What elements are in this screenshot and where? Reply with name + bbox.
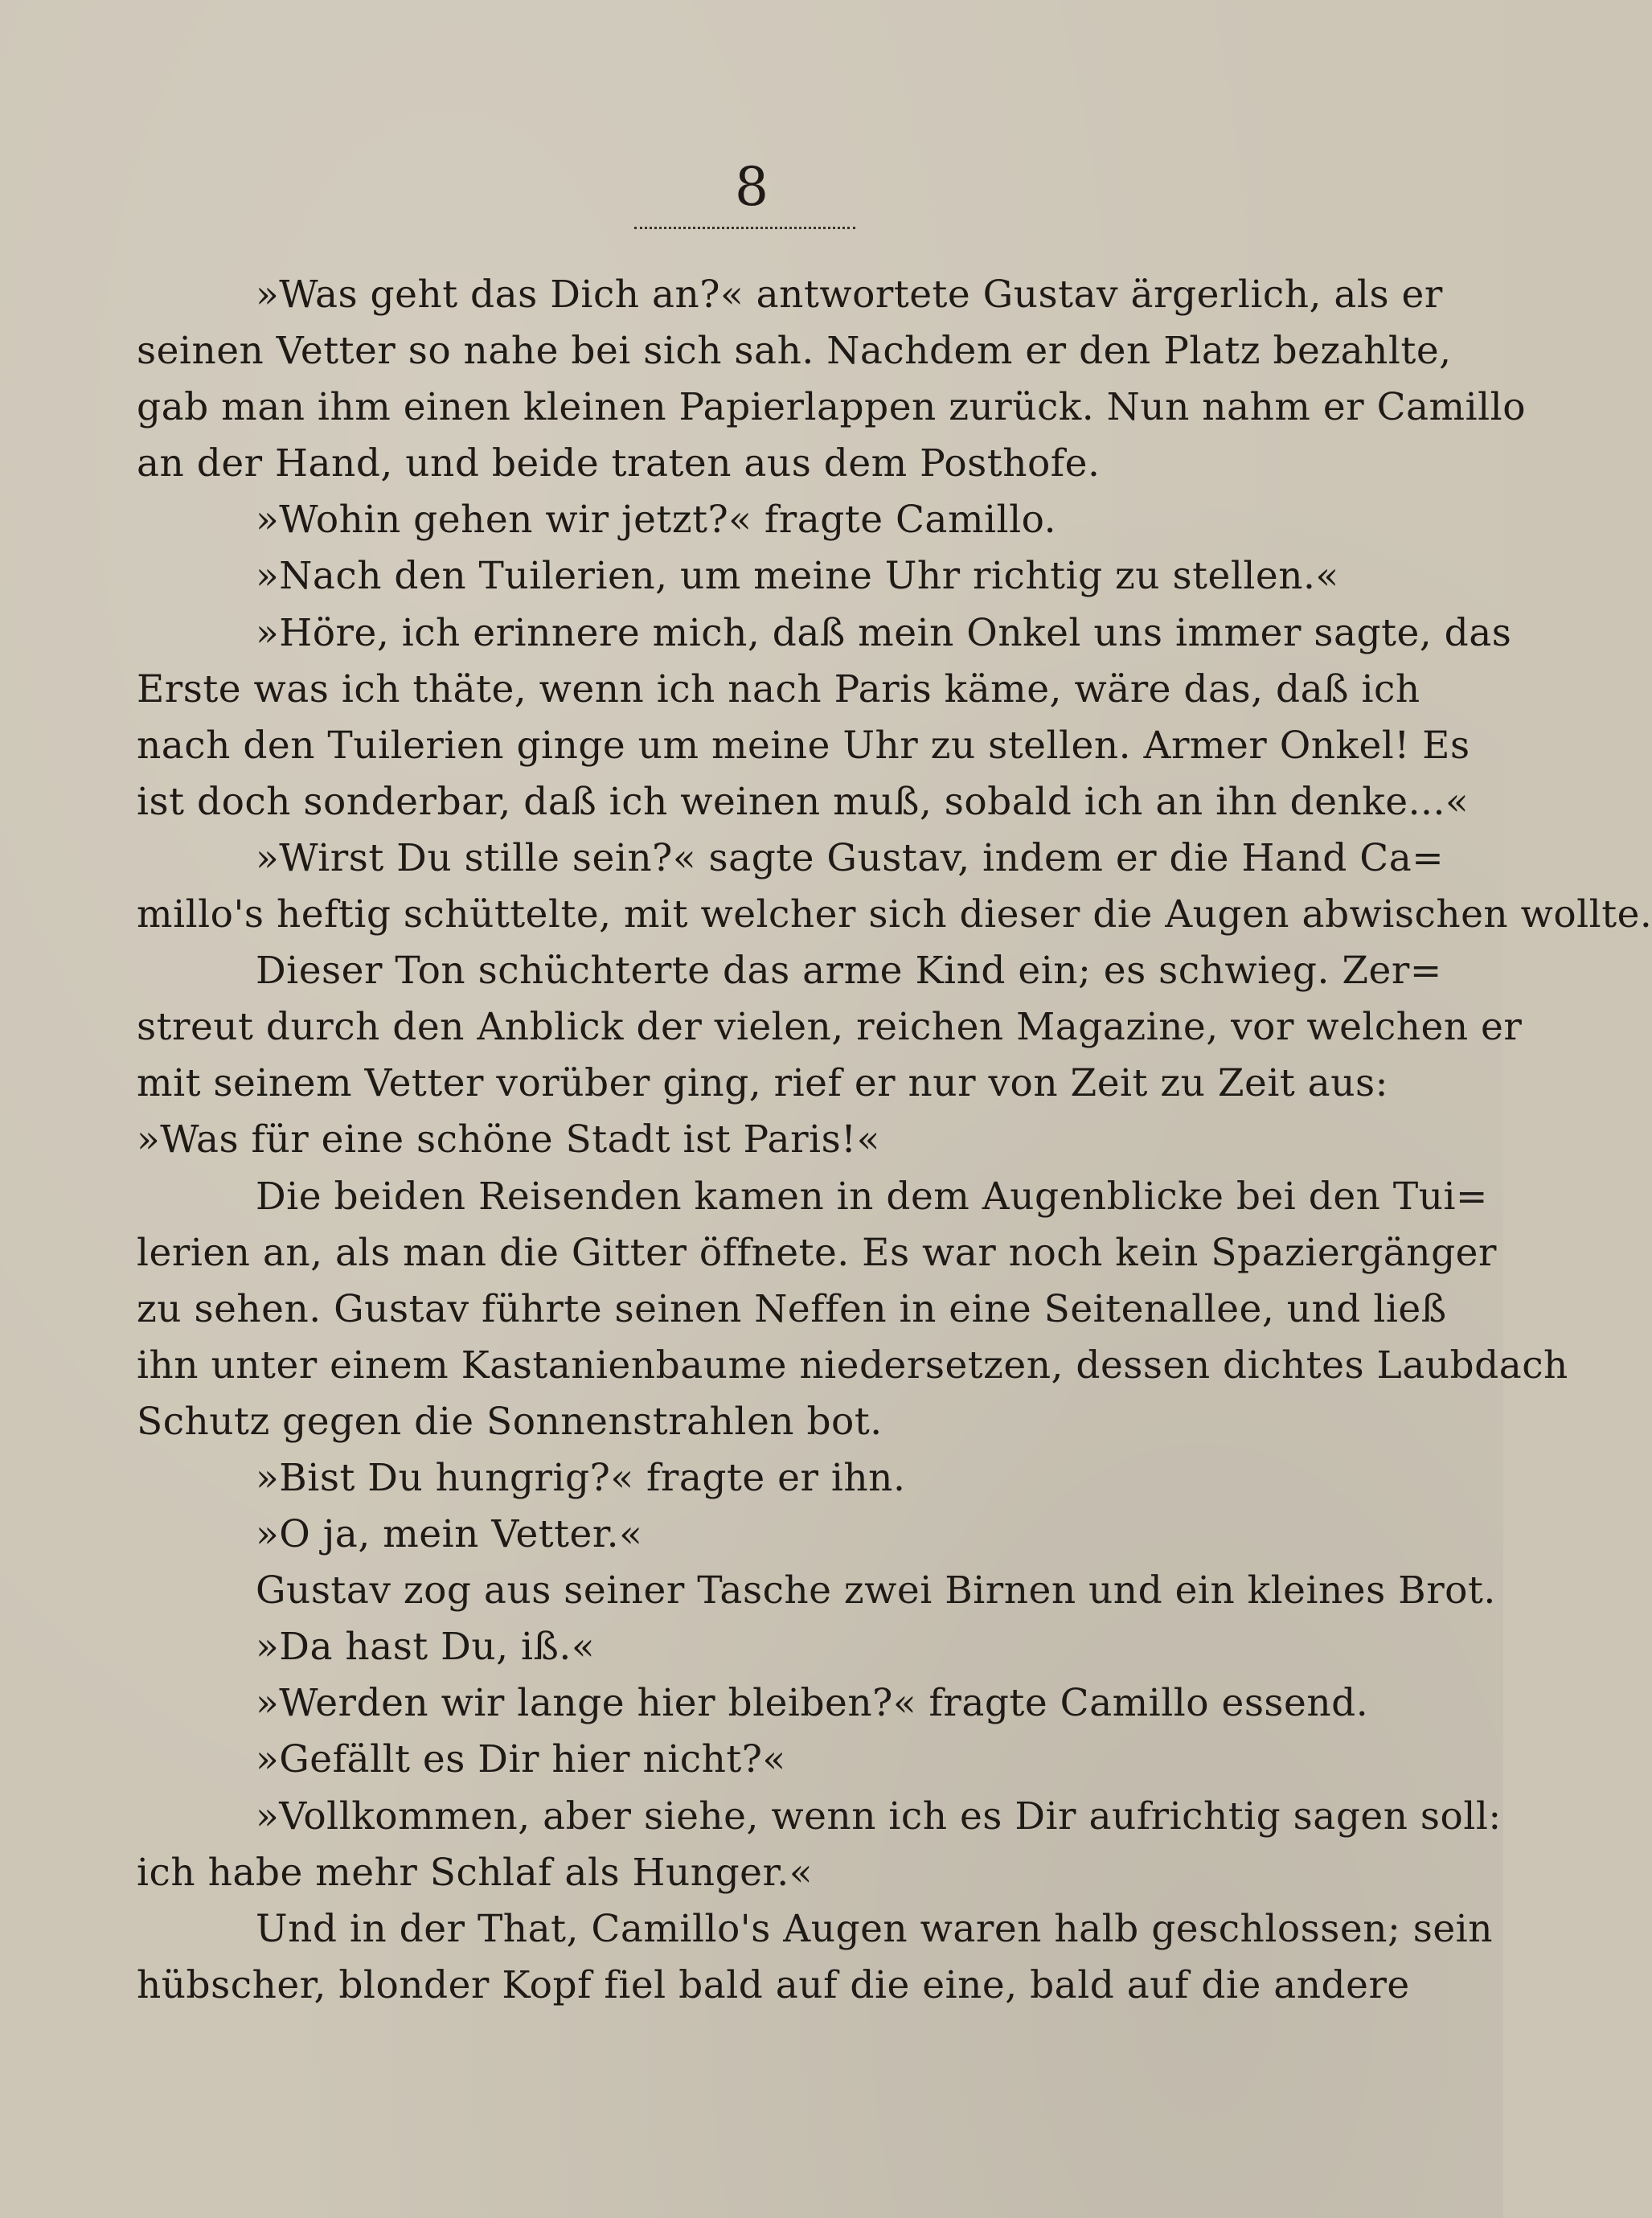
text-line: »Was geht das Dich an?« antwortete Gustav ärgerlich, als er — [256, 273, 1443, 317]
text-line: »Gefällt es Dir hier nicht?« — [256, 1737, 786, 1782]
text-line: ist doch sonderbar, daß ich weinen muß, sobald ich an ihn denke...« — [137, 779, 1470, 824]
text-line: seinen Vetter so nahe bei sich sah. Nachdem er den Platz bezahlte, — [137, 329, 1452, 374]
text-line: »Wirst Du stille sein?« sagte Gustav, indem er die Hand Ca= — [256, 835, 1445, 880]
text-line: lerien an, als man die Gitter öffnete. Es war noch kein Spaziergänger — [137, 1230, 1497, 1275]
text-line: millo's heftig schüttelte, mit welcher sich dieser die Augen abwischen wollte. — [137, 892, 1652, 937]
text-line: »Was für eine schöne Stadt ist Paris!« — [137, 1117, 880, 1162]
text-line: »Wohin gehen wir jetzt?« fragte Camillo. — [256, 498, 1057, 543]
text-line: nach den Tuilerien ginge um meine Uhr zu stellen. Armer Onkel! Es — [137, 723, 1470, 768]
text-line: zu sehen. Gustav führte seinen Neffen in eine Seitenallee, und ließ — [137, 1286, 1447, 1331]
text-line: ihn unter einem Kastanienbaume niedersetzen, dessen dichtes Laubdach — [137, 1343, 1568, 1388]
text-line: »O ja, mein Vetter.« — [256, 1512, 643, 1557]
text-line: Die beiden Reisenden kamen in dem Augenblicke bei den Tui= — [256, 1174, 1488, 1219]
text-line: Schutz gegen die Sonnenstrahlen bot. — [137, 1399, 883, 1444]
text-line: hübscher, blonder Kopf fiel bald auf die eine, bald auf die andere — [137, 1962, 1410, 2007]
text-line: ich habe mehr Schlaf als Hunger.« — [137, 1850, 813, 1895]
text-line: Gustav zog aus seiner Tasche zwei Birnen und ein kleines Brot. — [256, 1568, 1496, 1613]
text-line: »Werden wir lange hier bleiben?« fragte Camillo essend. — [256, 1681, 1369, 1726]
text-line: Dieser Ton schüchterte das arme Kind ein; es schwieg. Zer= — [256, 949, 1442, 994]
text-line: »Da hast Du, iß.« — [256, 1625, 596, 1670]
body-text — [137, 267, 1652, 2014]
text-line: gab man ihm einen kleinen Papierlappen zurück. Nun nahm er Camillo — [137, 385, 1527, 430]
text-line: Erste was ich thäte, wenn ich nach Paris käme, wäre das, daß ich — [137, 666, 1420, 711]
text-line: mit seinem Vetter vorüber ging, rief er nur von Zeit zu Zeit aus: — [137, 1061, 1388, 1106]
text-line: »Höre, ich erinnere mich, daß mein Onkel uns immer sagte, das — [256, 610, 1512, 655]
header-rule — [634, 227, 855, 229]
text-line: »Bist Du hungrig?« fragte er ihn. — [256, 1455, 906, 1500]
text-line: streut durch den Anblick der vielen, reichen Magazine, vor welchen er — [137, 1005, 1523, 1050]
text-line: Und in der That, Camillo's Augen waren halb geschlossen; sein — [256, 1906, 1493, 1951]
text-line: an der Hand, und beide traten aus dem Posthofe. — [137, 441, 1101, 486]
text-line: »Nach den Tuilerien, um meine Uhr richtig zu stellen.« — [256, 554, 1339, 599]
page-number: 8 — [735, 156, 769, 218]
text-line: »Vollkommen, aber siehe, wenn ich es Dir aufrichtig sagen soll: — [256, 1794, 1502, 1839]
